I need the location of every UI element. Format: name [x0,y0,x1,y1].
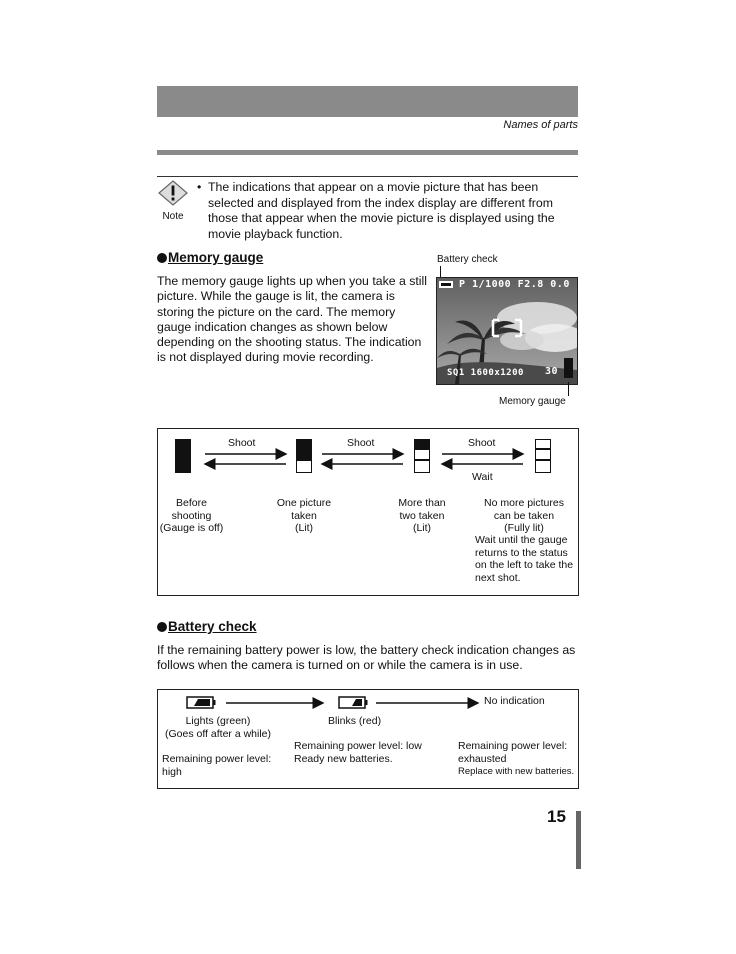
battery-state-2-label: Blinks (red) [328,715,382,727]
state-label-0: Before shooting (Gauge is off) [159,497,224,534]
battery-state-1-level: Remaining power level: high [162,753,272,778]
state-label-1: One picture taken (Lit) [276,497,332,534]
warning-icon [158,180,188,206]
page-number: 15 [547,807,566,826]
arrow-shoot-1: Shoot [228,437,256,449]
page-edge-bar [576,811,581,869]
callout-line-memory [568,382,569,396]
note-label: Note [162,211,184,222]
note-top-rule [157,176,578,177]
battery-check-diagram [157,689,579,789]
note-text [197,180,572,242]
section-divider [157,150,578,155]
callout-battery-check: Battery check [437,254,498,265]
note-block-icon [158,180,188,222]
callout-memory-gauge: Memory gauge [499,396,566,407]
wait-note: Wait until the gauge returns to the status on the left to take the next shot. [475,534,574,584]
battery-state-2-level: Remaining power level: low Ready new batteries. [294,740,422,765]
bullet-dot-icon [157,253,167,263]
state-label-3: No more pictures can be taken (Fully lit) [484,497,564,534]
bullet: • [197,180,202,194]
section-label: Names of parts [503,119,578,131]
battery-state-3-note: Replace with new batteries. [458,766,575,777]
note-body: The indications that appear on a movie picture that has been selected and displayed from the index display are different from those that appear when the movie picture is displayed using the movie playback function. [208,180,555,241]
battery-check-body: If the remaining battery power is low, the battery check indication changes as follows when the camera is turned on or while the camera is in use. [157,643,576,673]
state-label-2: More than two taken (Lit) [398,497,446,534]
screen-top-readout: P 1/1000 F2.8 0.0 [459,279,570,290]
memory-gauge-heading: Memory gauge [157,250,263,265]
header-bar [157,86,578,117]
battery-check-heading: Battery check [157,619,257,634]
bullet-dot-icon [157,622,167,632]
screen-bottom-readout: SQ1 1600x1200 [447,368,524,378]
memory-gauge-diagram [157,428,579,596]
arrow-shoot-3: Shoot [468,437,496,449]
battery-state-1-label: Lights (green) (Goes off after a while) [164,715,272,740]
screen-shot-count: 30 [545,366,559,377]
battery-state-3-level: Remaining power level: exhausted [458,740,568,765]
arrow-shoot-2: Shoot [347,437,375,449]
camera-screen-image [436,277,578,385]
no-indication-label: No indication [484,695,545,707]
memory-gauge-body: The memory gauge lights up when you take a still picture. While the gauge is lit, the camera is storing the picture on the card. The memory gauge indication changes as shown below depending on the shooting status. The indication is not displayed during movie recording. [157,274,427,365]
arrow-wait: Wait [472,471,493,483]
